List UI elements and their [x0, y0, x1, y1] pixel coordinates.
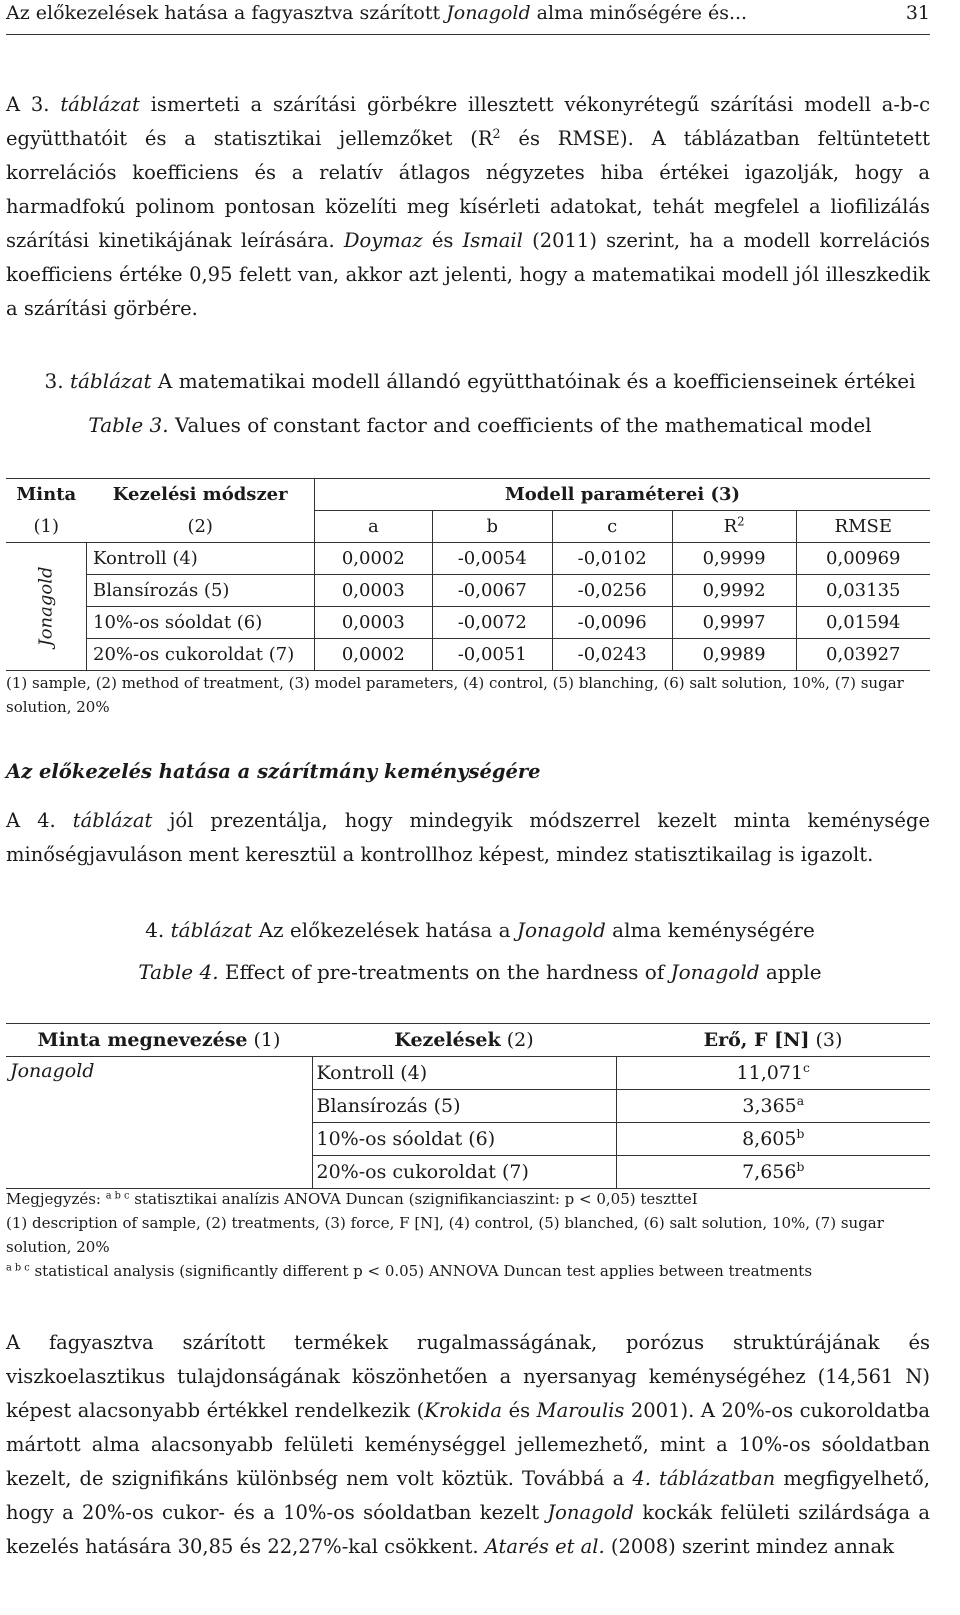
th-modell: Modell paraméterei (3) [314, 479, 930, 511]
table4-note-1 [6, 1187, 930, 1211]
note-sup: a b c [6, 1262, 30, 1274]
force-sig: c [803, 1061, 810, 1076]
caption-em: Table 3. [88, 413, 169, 437]
table-row [6, 607, 930, 639]
p3-text: A fagyasztva szárított termékek rugalmasságának, porózus struktúrájának és viszkoelasztikus tulajdonságának köszönhetően a nyersanyag keménységéhez (14,561 N) képest alacsonyabb értékkel rendelkezik ( [6, 1331, 930, 1422]
p3-text: és [502, 1399, 537, 1422]
row-rmse: 0,01594 [796, 607, 930, 639]
row-force [616, 1090, 930, 1123]
row-treatment: Kontroll (4) [312, 1057, 616, 1090]
p3-em: Jonagold [547, 1501, 635, 1524]
table4-note-2: (1) description of sample, (2) treatments, (3) force, F [N], (4) control, (5) blanched, (6) salt solution, 10%, (7) sugar solution, 20% [6, 1214, 884, 1256]
th-num: (1) [247, 1029, 281, 1051]
th-a: a [314, 511, 432, 543]
force-value: 7,656 [742, 1161, 797, 1183]
table3-caption-hu [0, 369, 960, 393]
force-value: 8,605 [742, 1128, 797, 1150]
caption-text: Effect of pre-treatments on the hardness of [218, 960, 671, 984]
force-value: 3,365 [742, 1095, 797, 1117]
th-kezelesi: Kezelési módszer [87, 479, 315, 511]
caption-em: táblázat [69, 369, 152, 393]
row-method: Kontroll (4) [87, 543, 315, 575]
row-rmse: 0,00969 [796, 543, 930, 575]
p1-text: ismerteti a szárítási görbékre illesztett vékonyrétegű szárítási modell a-b-c együtthatóit és a statisztikai jellemzőket (R [6, 93, 930, 150]
th-minta-megnevezese [6, 1024, 312, 1057]
row-c: -0,0256 [552, 575, 672, 607]
p1-text: és [422, 229, 463, 252]
table-3 [6, 478, 930, 671]
th-ero [616, 1024, 930, 1057]
header-title: Az előkezelések hatása a fagyasztva szárított [6, 2, 447, 24]
table4-note-3 [6, 1259, 930, 1283]
row-a: 0,0002 [314, 639, 432, 671]
p3-em: Maroulis [536, 1399, 625, 1422]
row-method: 20%-os cukoroldat (7) [87, 639, 315, 671]
paragraph-2 [6, 804, 930, 872]
p2-text: A 4. [6, 809, 73, 832]
row-force [616, 1156, 930, 1189]
caption-em: Jonagold [670, 960, 760, 984]
p2-text: jól prezentálja, hogy mindegyik módszerrel kezelt minta keménysége minőségjavuláson ment keresztül a kontrollhoz képest, mindez statisztikailag is igazolt. [6, 809, 930, 866]
page-number: 31 [905, 2, 930, 24]
th-label: Kezelések [394, 1029, 501, 1051]
row-treatment: 10%-os sóoldat (6) [312, 1123, 616, 1156]
row-force [616, 1123, 930, 1156]
row-force [616, 1057, 930, 1090]
th-label: Erő, F [N] [703, 1029, 810, 1051]
th-label: Minta megnevezése [37, 1029, 248, 1051]
row-c: -0,0243 [552, 639, 672, 671]
row-r2: 0,9997 [672, 607, 796, 639]
force-sig: b [796, 1160, 805, 1175]
p3-text: (2008) szerint mindez annak [604, 1535, 894, 1558]
note-text: Megjegyzés: [6, 1190, 106, 1208]
th-num: (3) [809, 1029, 843, 1051]
group-cell [6, 543, 87, 671]
row-treatment: Blansírozás (5) [312, 1090, 616, 1123]
note-text: statisztikai analízis ANOVA Duncan (szignifikanciaszint: p < 0,05) tesztteI [129, 1190, 698, 1208]
table-4 [6, 1023, 930, 1189]
header-title-em: Jonagold [446, 2, 531, 24]
caption-text: Az előkezelések hatása a [252, 918, 517, 942]
caption-text: alma keménységére [605, 918, 815, 942]
paragraph-3 [6, 1326, 930, 1564]
row-c: -0,0102 [552, 543, 672, 575]
table-row [6, 1057, 930, 1090]
note-sup: a b c [105, 1190, 130, 1202]
th-c: c [552, 511, 672, 543]
force-sig: a [796, 1094, 805, 1109]
th-r2-label: R [723, 516, 738, 537]
p2-em: táblázat [72, 809, 153, 832]
th-kezelesi-num: (2) [87, 511, 315, 543]
row-treatment: 20%-os cukoroldat (7) [312, 1156, 616, 1189]
caption-em: Jonagold [516, 918, 606, 942]
group-label: Jonagold [35, 566, 57, 647]
p3-text: 2001). A 20%-os cukoroldatba mártott alma alacsonyabb felületi keménységgel jellemezhető, mint a 10%-os sóoldatban kezelt, de szignifikáns különbség nem volt köztük. Továbbá a [6, 1399, 930, 1490]
p1-text: A 3. [6, 93, 61, 116]
p3-em: Krokida [424, 1399, 503, 1422]
th-r2-sup: 2 [737, 514, 745, 529]
note-text: statistical analysis (significantly different p < 0.05) ANNOVA Duncan test applies between treatments [29, 1262, 813, 1280]
row-a: 0,0003 [314, 575, 432, 607]
p1-em: Ismail [462, 229, 523, 252]
th-r2 [672, 511, 796, 543]
row-rmse: 0,03135 [796, 575, 930, 607]
row-method: 10%-os sóoldat (6) [87, 607, 315, 639]
table3-note: (1) sample, (2) method of treatment, (3) model parameters, (4) control, (5) blanching, (6) salt solution, 10%, (7) sugar solution, 20% [6, 674, 904, 716]
p3-text: megfigyelhető, hogy a 20%-os cukor- és a 10%-os sóoldatban kezelt [6, 1467, 930, 1524]
p1-em: Doymaz [343, 229, 423, 252]
row-b: -0,0072 [432, 607, 552, 639]
row-r2: 0,9999 [672, 543, 796, 575]
p1-text: és RMSE). A táblázatban feltüntetett korrelációs koefficiens és a relatív átlagos négyzetes hiba értékei igazolják, hogy a harmadfokú polinom pontosan közelíti meg kísérleti adatokat, tehát megfelel a liofilizálás szárítási kinetikájának leírására. [6, 127, 930, 252]
table3-caption-en [0, 413, 960, 437]
caption-text: 3. [44, 369, 70, 393]
row-r2: 0,9989 [672, 639, 796, 671]
force-sig: b [796, 1127, 805, 1142]
th-minta-num: (1) [6, 511, 87, 543]
force-value: 11,071 [736, 1062, 804, 1084]
th-num: (2) [500, 1029, 534, 1051]
running-header [6, 2, 930, 28]
th-rmse: RMSE [796, 511, 930, 543]
p3-em: Atarés et al. [484, 1535, 605, 1558]
row-a: 0,0002 [314, 543, 432, 575]
p1-text: (2011) szerint, ha a modell korrelációs koefficiens értéke 0,95 felett van, akkor azt jelenti, hogy a matematikai modell jól illeszkedik a szárítási görbére. [6, 229, 930, 320]
row-rmse: 0,03927 [796, 639, 930, 671]
caption-text: A matematikai modell állandó együtthatóinak és a koefficienseinek értékei [151, 369, 916, 393]
paragraph-1 [6, 88, 930, 326]
caption-text: apple [759, 960, 822, 984]
row-r2: 0,9992 [672, 575, 796, 607]
sample-cell [6, 1057, 312, 1189]
p1-sup: 2 [492, 126, 501, 142]
header-rule [6, 34, 930, 35]
caption-em: Table 4. [138, 960, 219, 984]
caption-text: 4. [145, 918, 171, 942]
th-b: b [432, 511, 552, 543]
sample-label: Jonagold [10, 1060, 95, 1082]
header-title-post: alma minőségére és... [530, 2, 748, 24]
table-row [6, 639, 930, 671]
table4-caption-hu [0, 918, 960, 942]
th-kezelesek [312, 1024, 616, 1057]
th-minta: Minta [6, 479, 87, 511]
row-method: Blansírozás (5) [87, 575, 315, 607]
caption-text: Values of constant factor and coefficients of the mathematical model [168, 413, 872, 437]
row-c: -0,0096 [552, 607, 672, 639]
section-heading: Az előkezelés hatása a szárítmány keménységére [6, 760, 541, 783]
p1-em: táblázat [60, 93, 140, 116]
row-b: -0,0067 [432, 575, 552, 607]
table-row [6, 543, 930, 575]
table4-caption-en [0, 960, 960, 984]
p3-em: 4. táblázatban [632, 1467, 776, 1490]
row-a: 0,0003 [314, 607, 432, 639]
caption-em: táblázat [170, 918, 253, 942]
row-b: -0,0051 [432, 639, 552, 671]
table-row [6, 575, 930, 607]
p3-text: kockák felületi szilárdsága a kezelés hatására 30,85 és 22,27%-kal csökkent. [6, 1501, 931, 1558]
row-b: -0,0054 [432, 543, 552, 575]
